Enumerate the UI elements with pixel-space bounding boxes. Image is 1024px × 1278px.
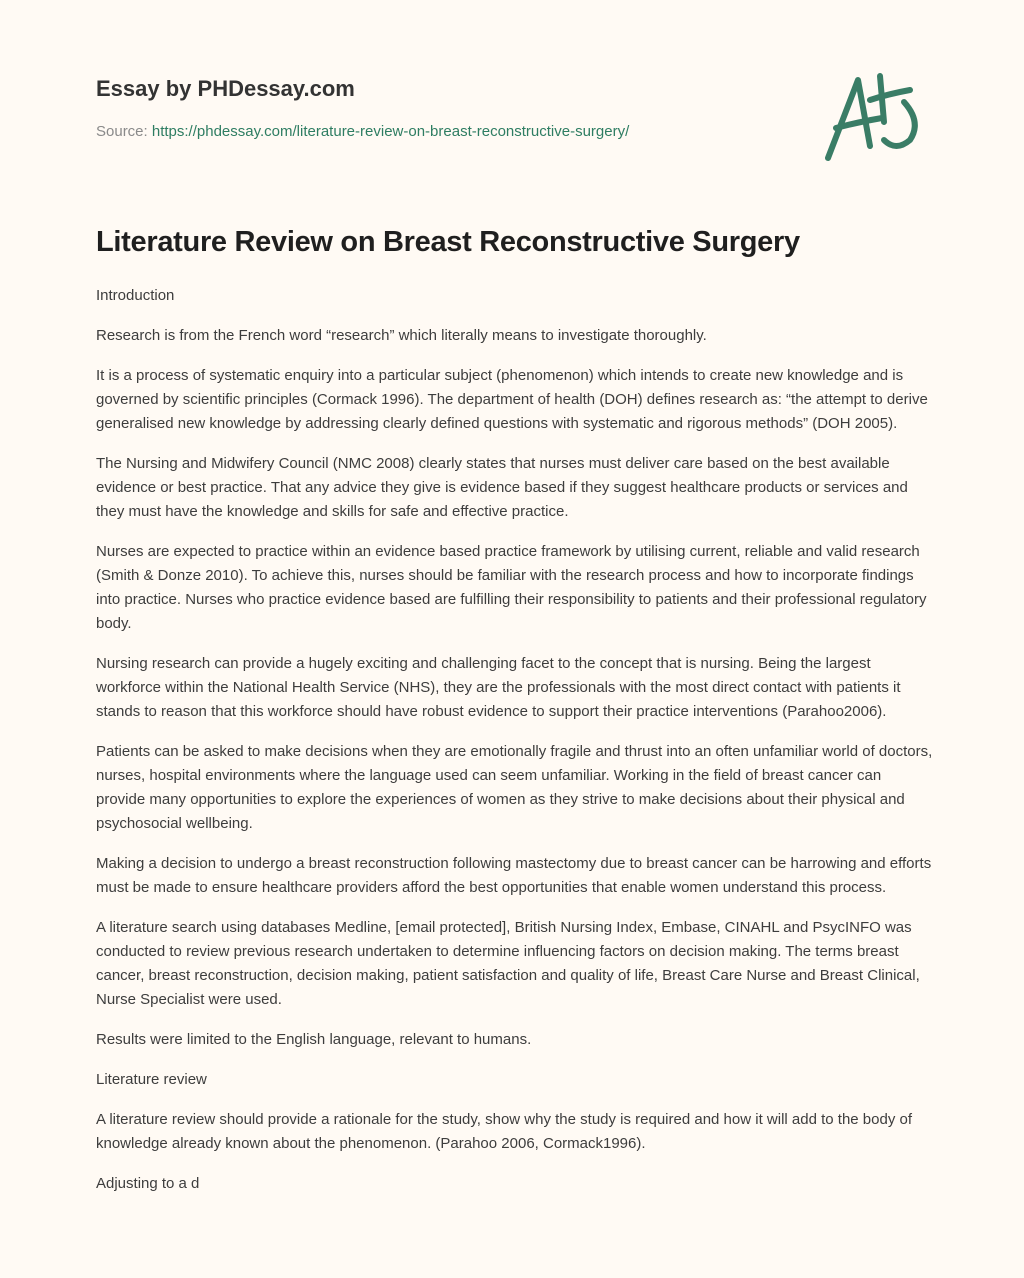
source-label: Source: [96,123,148,140]
paragraph: It is a process of systematic enquiry into a particular subject (phenomenon) which intends to create new knowledge and is governed by scientific principles (Cormack 1996). The department of health (DOH) defines research as: “the attempt to derive generalised new knowledge by addressing clearly defined questions with systematic and rigorous methods” (DOH 2005). [96,367,928,432]
article-body [96,284,934,1212]
article-title: Literature Review on Breast Reconstructive Surgery [96,226,800,258]
paragraph: Nurses are expected to practice within an evidence based practice framework by utilising current, reliable and valid research (Smith & Donze 2010). To achieve this, nurses should be familiar with the research process and how to incorporate findings into practice. Nurses who practice evidence based are fulfilling their responsibility to patients and their professional regulatory body. [96,543,927,632]
section-heading-literature-review: Literature review [96,1071,207,1088]
paragraph-truncated: Adjusting to a d [96,1175,200,1192]
paragraph: The Nursing and Midwifery Council (NMC 2008) clearly states that nurses must deliver care based on the best available evidence or best practice. That any advice they give is evidence based if they suggest healthcare products or services and they must have the knowledge and skills for safe and effective practice. [96,455,908,520]
site-title: Essay by PHDessay.com [96,76,355,101]
paragraph: A literature search using databases Medline, [email protected], British Nursing Index, Embase, CINAHL and PsycINFO was conducted to review previous research undertaken to determine influencing factors on decision making. The terms breast cancer, breast reconstruction, decision making, patient satisfaction and quality of life, Breast Care Nurse and Breast Clinical, Nurse Specialist were used. [96,919,920,1008]
source-link[interactable]: https://phdessay.com/literature-review-on-breast-reconstructive-surgery/ [151,123,630,140]
paragraph: Results were limited to the English language, relevant to humans. [96,1031,532,1048]
paragraph: Research is from the French word “research” which literally means to investigate thoroughly. [96,327,707,344]
paragraph: Patients can be asked to make decisions when they are emotionally fragile and thrust into an often unfamiliar world of doctors, nurses, hospital environments where the language used can seem unfamiliar. Working in the field of breast cancer can provide many opportunities to explore the experiences of women as they strive to make decisions about their physical and psychosocial wellbeing. [96,743,933,832]
a-plus-logo-icon [818,66,928,166]
paragraph: A literature review should provide a rationale for the study, show why the study is required and how it will add to the body of knowledge already known about the phenomenon. (Parahoo 2006, Cormack1996). [96,1111,913,1152]
paragraph: Making a decision to undergo a breast reconstruction following mastectomy due to breast cancer can be harrowing and efforts must be made to ensure healthcare providers afford the best opportunities that enable women understand this process. [96,855,932,896]
paragraph: Nursing research can provide a hugely exciting and challenging facet to the concept that is nursing. Being the largest workforce within the National Health Service (NHS), they are the professionals with the most direct contact with patients it stands to reason that this workforce should have robust evidence to support their practice interventions (Parahoo2006). [96,655,901,720]
section-heading-introduction: Introduction [96,287,175,304]
source-line [96,123,629,140]
